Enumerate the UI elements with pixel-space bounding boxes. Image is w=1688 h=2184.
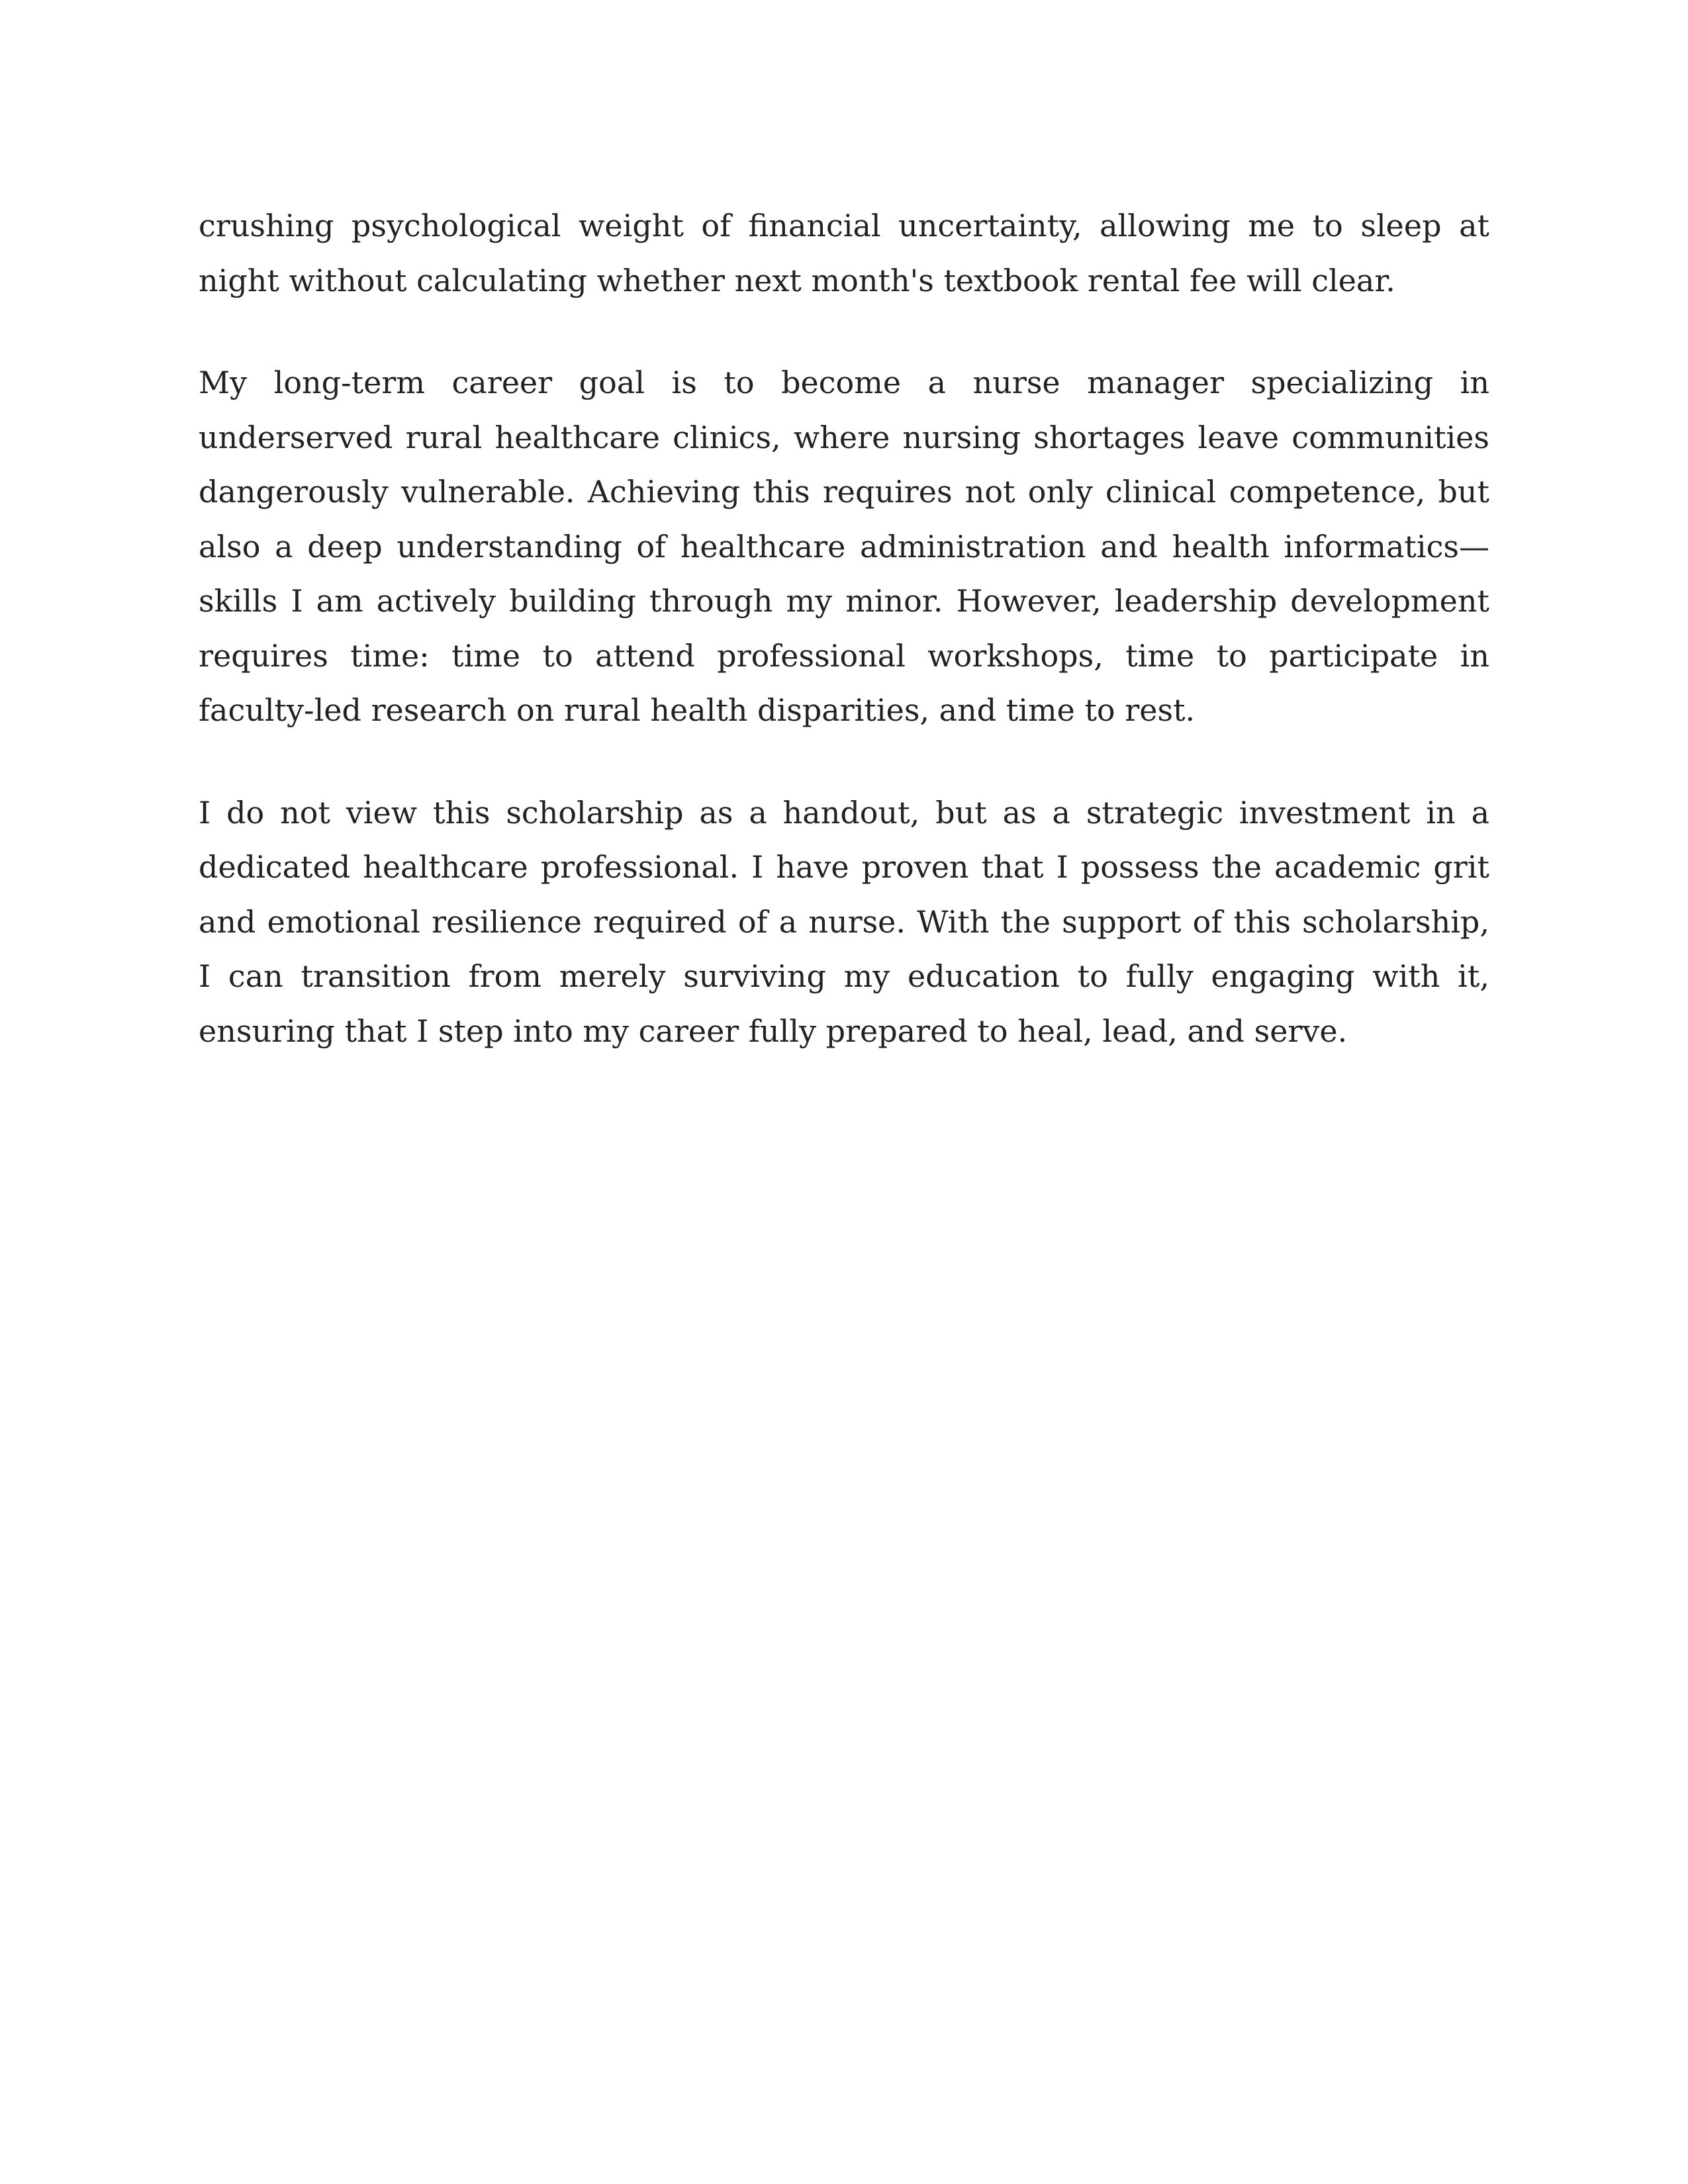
essay-paragraph-financial: crushing psychological weight of financial uncertainty, allowing me to sleep at night without calculating whether next month's textbook rental fee will clear. bbox=[199, 208, 1489, 298]
essay-paragraph-career-goal: My long-term career goal is to become a nurse manager specializing in underserved rural healthcare clinics, where nursing shortages leave communities dangerously vulnerable. Achieving this requires not only clinical competence, but also a deep understanding of healthcare administration and health informatics—skills I am actively building through my minor. However, leadership development requires time: time to attend professional workshops, time to participate in faculty-led research on rural health disparities, and time to rest. bbox=[199, 365, 1489, 728]
essay-paragraph-conclusion: I do not view this scholarship as a handout, but as a strategic investment in a dedicated healthcare professional. I have proven that I possess the academic grit and emotional resilience required of a nurse. With the support of this scholarship, I can transition from merely surviving my education to fully engaging with it, ensuring that I step into my career fully prepared to heal, lead, and serve. bbox=[199, 794, 1489, 1049]
essay-body bbox=[199, 199, 1489, 1106]
